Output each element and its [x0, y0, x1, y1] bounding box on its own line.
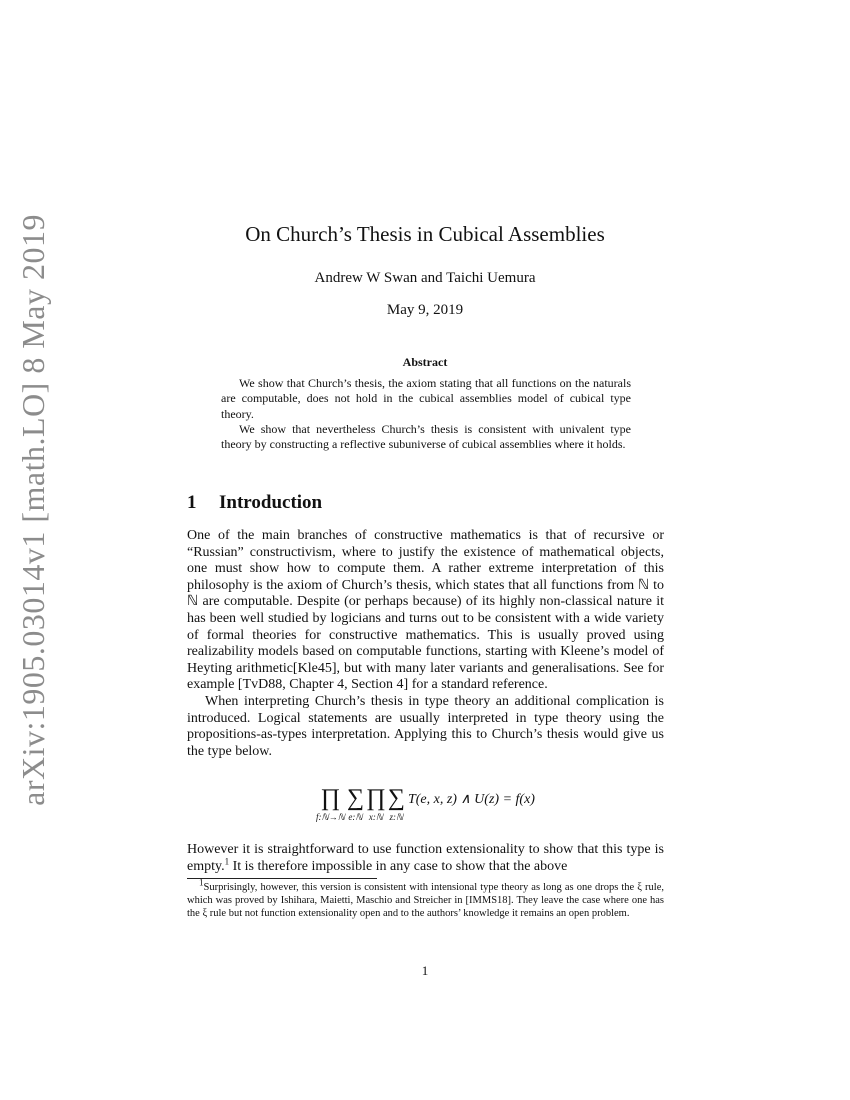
operator-subscript: x:ℕ — [368, 812, 384, 822]
operator-symbol: ∑ — [387, 785, 405, 811]
paper-date: May 9, 2019 — [386, 302, 464, 318]
operator-subscript: e:ℕ — [348, 812, 363, 822]
operator-symbol: ∏ — [366, 785, 386, 811]
body-paragraph-end: It is therefore impossible in any case to show that the above — [229, 858, 568, 874]
product-operator — [366, 785, 386, 822]
body-paragraph: One of the main branches of constructive mathematics is that of recursive or “Russian” constructivism, where to justify the existence of mathematical objects, one must show how to compute them. A rather extreme interpretation of this philosophy is the axiom of Church’s thesis, which states that all functions from ℕ to ℕ are computable. Despite (or perhaps because) of its highly non-classical nature it has been well studied by logicians and turns out to be consistent with a wide variety of formal theories for constructive mathematics. This is usually proved using realizability models based on computable functions, starting with Kleene’s model of Heyting arithmetic[Kle45], but with many later variants and generalisations. See for example [TvD88, Chapter 4, Section 4] for a standard reference. — [187, 528, 664, 693]
footnote-reference: 1 — [224, 855, 230, 866]
footnote-text — [187, 877, 664, 921]
footnote-divider — [187, 878, 377, 879]
page-number: 1 — [421, 963, 429, 978]
operator-symbol: ∑ — [346, 785, 365, 811]
formula-body: T(e, x, z) ∧ U(z) = f(x) — [407, 792, 535, 807]
footnote-marker: 1 — [199, 877, 204, 888]
abstract-paragraph: We show that Church’s thesis, the axiom stating that all functions on the naturals are computable, does not hold in the cubical assemblies model of cubical type theory. — [221, 376, 631, 421]
footnote-body: Surprisingly, however, this version is consistent with intensional type theory as long as one drops the ξ rule, which was proved by Ishihara, Maietti, Maschio and Streicher in [IMMS18]. They leave the case where one has the ξ rule but not function extensionality open and to the authors’ knowledge it remains an open problem. — [187, 882, 664, 920]
body-text-continued — [187, 842, 664, 875]
paper-authors: Andrew W Swan and Taichi Uemura — [314, 270, 536, 286]
operator-subscript: f:ℕ→ℕ — [316, 812, 345, 822]
sum-operator — [388, 785, 405, 822]
body-paragraph — [187, 842, 664, 875]
body-paragraph: When interpreting Church’s thesis in type theory an additional complication is introduced. Logical statements are usually interpreted in type theory using the propositions-as-types interpretation. Applying this to Church’s thesis would give us the type below. — [187, 693, 664, 759]
arxiv-identifier: arXiv:1905.03014v1 [math.LO] 8 May 2019 — [14, 214, 51, 806]
section-number: 1 — [187, 492, 197, 513]
sum-operator — [347, 785, 364, 822]
footnote — [187, 877, 664, 921]
body-text — [187, 528, 664, 760]
body-paragraph-start: However it is straightforward to use function extensionality to show that this type is empty. — [187, 842, 664, 874]
operator-symbol: ∏ — [320, 785, 341, 811]
operator-subscript: z:ℕ — [389, 812, 404, 822]
abstract-paragraph: We show that nevertheless Church’s thesis is consistent with univalent type theory by constructing a reflective subuniverse of cubical assemblies where it holds. — [221, 421, 631, 452]
section-heading — [187, 492, 322, 514]
paper-title: On Church’s Thesis in Cubical Assemblies — [245, 222, 605, 246]
product-operator — [316, 785, 345, 822]
section-title: Introduction — [219, 492, 323, 513]
church-thesis-formula — [0, 785, 850, 829]
abstract — [221, 376, 631, 452]
abstract-heading: Abstract — [402, 355, 448, 369]
arxiv-stamp — [8, 214, 58, 806]
